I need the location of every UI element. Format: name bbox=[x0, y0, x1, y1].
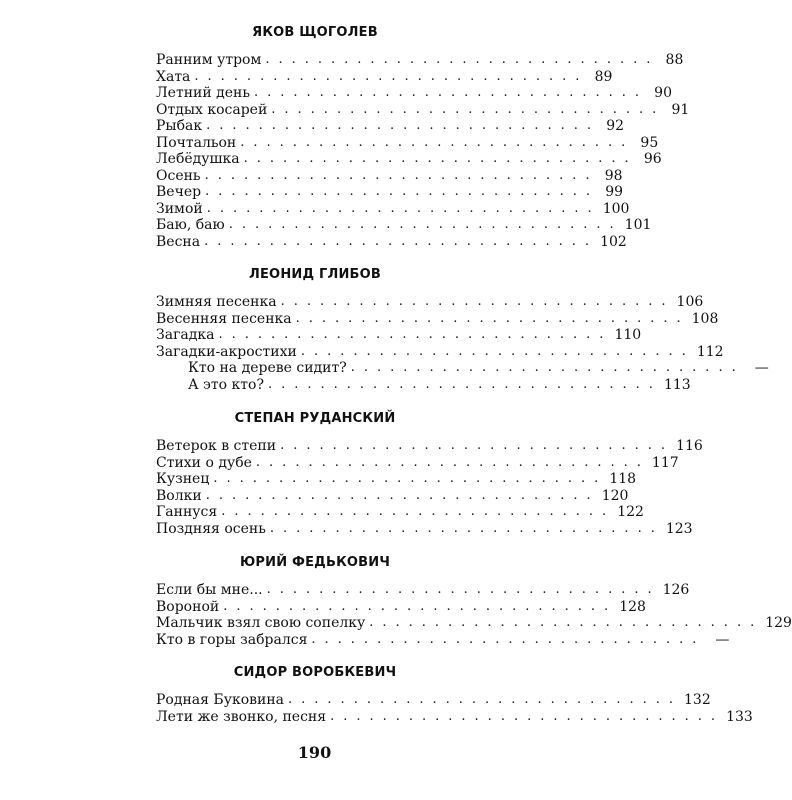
dot-leader: .............................. bbox=[369, 615, 764, 630]
dot-leader: .............................. bbox=[213, 471, 608, 486]
entry-title: Осень bbox=[156, 167, 201, 184]
dot-leader: .............................. bbox=[330, 708, 725, 724]
toc-entry bbox=[156, 68, 613, 86]
dot-leader: .............................. bbox=[205, 184, 600, 199]
dot-leader: .............................. bbox=[265, 52, 660, 67]
entry-page: 113 bbox=[663, 376, 691, 393]
entry-page: 95 bbox=[640, 134, 659, 151]
author-heading: ЯКОВ ЩОГОЛЕВ bbox=[252, 25, 378, 40]
author-heading: ЮРИЙ ФЕДЬКОВИЧ bbox=[239, 555, 391, 570]
toc-entry bbox=[156, 504, 644, 521]
toc-entry bbox=[156, 631, 730, 649]
dot-leader: .............................. bbox=[194, 68, 589, 84]
dot-leader: .............................. bbox=[240, 134, 635, 150]
entry-title: Кто в горы забрался bbox=[156, 631, 308, 648]
entry-page: — bbox=[715, 631, 730, 648]
dot-leader: .............................. bbox=[254, 85, 648, 100]
dot-leader: .............................. bbox=[206, 118, 601, 133]
dot-leader: .............................. bbox=[223, 598, 618, 614]
toc-entry bbox=[156, 692, 711, 709]
entry-page: — bbox=[754, 360, 769, 376]
toc-entry bbox=[156, 438, 703, 455]
toc-entry bbox=[156, 598, 646, 616]
dot-leader: .............................. bbox=[228, 217, 623, 232]
entry-title: Загадка bbox=[156, 327, 215, 343]
toc-section-glibov bbox=[156, 266, 769, 393]
entry-page: 129 bbox=[765, 615, 792, 631]
entry-title: Ветерок в степи bbox=[156, 438, 277, 454]
dot-leader: .............................. bbox=[206, 200, 601, 216]
entry-page: 106 bbox=[676, 294, 704, 310]
dot-leader: .............................. bbox=[205, 487, 600, 503]
entry-page: 101 bbox=[624, 217, 652, 233]
toc-entry bbox=[156, 310, 719, 328]
entry-title: Поздняя осень bbox=[156, 520, 266, 537]
toc-entry bbox=[156, 343, 724, 361]
dot-leader: .............................. bbox=[204, 233, 599, 249]
dot-leader: .............................. bbox=[269, 520, 664, 536]
entry-title: Лети же звонко, песня bbox=[156, 708, 327, 725]
entry-title: Зимой bbox=[156, 200, 203, 217]
toc-entry bbox=[156, 85, 672, 102]
toc-entry bbox=[156, 184, 624, 201]
toc-entry bbox=[156, 520, 693, 538]
toc-entry bbox=[156, 487, 629, 505]
toc-entry bbox=[156, 118, 625, 135]
toc-entry bbox=[156, 167, 623, 185]
toc-section-vorobkevich bbox=[156, 664, 753, 725]
entry-page: 122 bbox=[617, 504, 644, 520]
dot-leader: .............................. bbox=[267, 376, 662, 392]
entry-page: 102 bbox=[600, 233, 627, 250]
dot-leader: .............................. bbox=[350, 360, 745, 375]
toc-entry bbox=[156, 134, 659, 152]
entry-page: 89 bbox=[594, 68, 613, 85]
page-number: 190 bbox=[297, 743, 332, 762]
entry-title: Рыбак bbox=[156, 118, 203, 134]
toc-section-shchogolev bbox=[156, 24, 690, 250]
toc-entry bbox=[156, 471, 637, 488]
entry-title: Вечер bbox=[156, 184, 202, 200]
dot-leader: .............................. bbox=[280, 294, 675, 309]
toc-entry bbox=[156, 294, 704, 311]
entry-page: 123 bbox=[665, 520, 693, 537]
dot-leader: .............................. bbox=[288, 692, 683, 707]
dot-leader: .............................. bbox=[266, 582, 661, 597]
entry-page: 110 bbox=[614, 327, 642, 343]
entry-title: Если бы мне... bbox=[156, 582, 263, 598]
entry-page: 91 bbox=[671, 101, 690, 118]
entry-page: 118 bbox=[609, 471, 637, 487]
entry-title: Баю, баю bbox=[156, 217, 225, 233]
toc-entry bbox=[156, 615, 792, 632]
entry-page: 99 bbox=[605, 184, 624, 200]
entry-title: Кузнец bbox=[156, 471, 210, 487]
author-heading: СИДОР ВОРОБКЕВИЧ bbox=[233, 665, 397, 680]
entry-title: Волки bbox=[156, 487, 202, 504]
toc-entry bbox=[156, 233, 627, 251]
entry-title: Ранним утром bbox=[156, 52, 262, 68]
dot-leader: .............................. bbox=[311, 631, 706, 647]
toc-section-rudansky bbox=[156, 410, 703, 537]
entry-page: 108 bbox=[691, 310, 719, 327]
entry-title: Стихи о дубе bbox=[156, 454, 252, 471]
entry-title: Лебёдушка bbox=[156, 151, 240, 167]
entry-page: 117 bbox=[651, 454, 679, 471]
entry-title: Вороной bbox=[156, 598, 220, 615]
toc-entry bbox=[156, 101, 690, 119]
entry-page: 128 bbox=[619, 598, 646, 615]
entry-page: 88 bbox=[665, 52, 684, 68]
dot-leader: .............................. bbox=[221, 504, 616, 519]
dot-leader: .............................. bbox=[255, 454, 650, 470]
dot-leader: .............................. bbox=[300, 343, 695, 359]
entry-title: Летний день bbox=[156, 85, 251, 101]
entry-title: Родная Буковина bbox=[156, 692, 285, 708]
toc-entry bbox=[156, 217, 652, 234]
toc-entry bbox=[156, 200, 630, 218]
entry-page: 112 bbox=[696, 343, 724, 360]
entry-page: 132 bbox=[684, 692, 711, 708]
toc-entry bbox=[156, 582, 690, 599]
entry-page: 96 bbox=[643, 151, 662, 167]
entry-title: Почтальон bbox=[156, 134, 237, 151]
entry-title: А это кто? bbox=[188, 376, 264, 393]
toc-entry bbox=[156, 151, 662, 168]
dot-leader: .............................. bbox=[295, 310, 690, 326]
dot-leader: .............................. bbox=[218, 327, 613, 342]
toc-section-fedkovich bbox=[156, 554, 792, 648]
entry-title: Загадки-акростихи bbox=[156, 343, 297, 360]
entry-title: Весенняя песенка bbox=[156, 310, 292, 327]
toc-entry bbox=[156, 52, 684, 69]
entry-page: 120 bbox=[601, 487, 629, 504]
entry-title: Мальчик взял свою сопелку bbox=[156, 615, 366, 631]
toc-entry-sub bbox=[156, 376, 691, 394]
entry-page: 133 bbox=[726, 708, 753, 725]
entry-title: Зимняя песенка bbox=[156, 294, 277, 310]
entry-page: 116 bbox=[676, 438, 703, 454]
entry-page: 92 bbox=[606, 118, 625, 134]
dot-leader: .............................. bbox=[204, 167, 599, 183]
dot-leader: .............................. bbox=[271, 101, 666, 117]
entry-title: Кто на дереве сидит? bbox=[188, 360, 347, 376]
author-heading: СТЕПАН РУДАНСКИЙ bbox=[234, 411, 396, 426]
toc-entry bbox=[156, 327, 642, 344]
entry-title: Отдых косарей bbox=[156, 101, 268, 118]
dot-leader: .............................. bbox=[280, 438, 675, 453]
entry-title: Весна bbox=[156, 233, 201, 250]
toc-entry bbox=[156, 708, 753, 726]
entry-title: Ганнуся bbox=[156, 504, 218, 520]
entry-title: Хата bbox=[156, 68, 191, 85]
entry-page: 98 bbox=[604, 167, 623, 184]
toc-entry bbox=[156, 454, 679, 472]
entry-page: 126 bbox=[662, 582, 690, 598]
toc-entry-sub bbox=[156, 360, 769, 377]
entry-page: 90 bbox=[654, 85, 672, 101]
author-heading: ЛЕОНИД ГЛИБОВ bbox=[248, 267, 382, 282]
entry-page: 100 bbox=[602, 200, 630, 217]
dot-leader: .............................. bbox=[243, 151, 638, 166]
